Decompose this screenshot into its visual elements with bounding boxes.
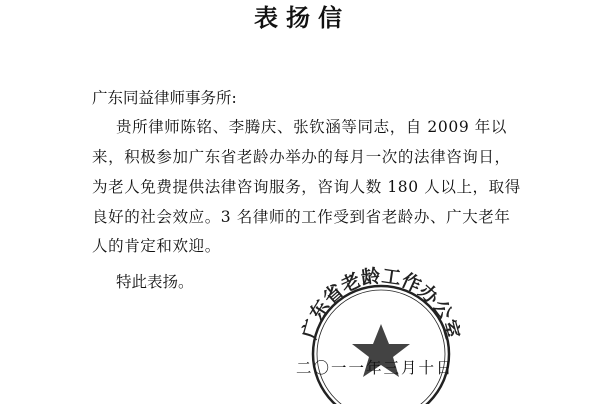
body-line-5: 人的肯定和欢迎。 (92, 237, 221, 255)
official-seal (296, 264, 466, 404)
body-line-2: 来，积极参加广东省老龄办举办的每月一次的法律咨询日， (92, 148, 511, 166)
closing-line: 特此表扬。 (116, 273, 194, 291)
letter-title: 表扬信 (254, 3, 350, 32)
body-line-3: 为老人免费提供法律咨询服务，咨询人数 180 人以上，取得 (92, 178, 521, 196)
seal-text: 广东省老龄工作办公室 (298, 265, 464, 342)
letter-date: 二〇一一年三月十日 (296, 359, 454, 377)
body-line-1: 贵所律师陈铭、李腾庆、张钦涵等同志，自 2009 年以 (116, 118, 508, 136)
salutation: 广东同益律师事务所: (92, 89, 237, 107)
body-line-4: 良好的社会效应。3 名律师的工作受到省老龄办、广大老年 (92, 208, 511, 226)
